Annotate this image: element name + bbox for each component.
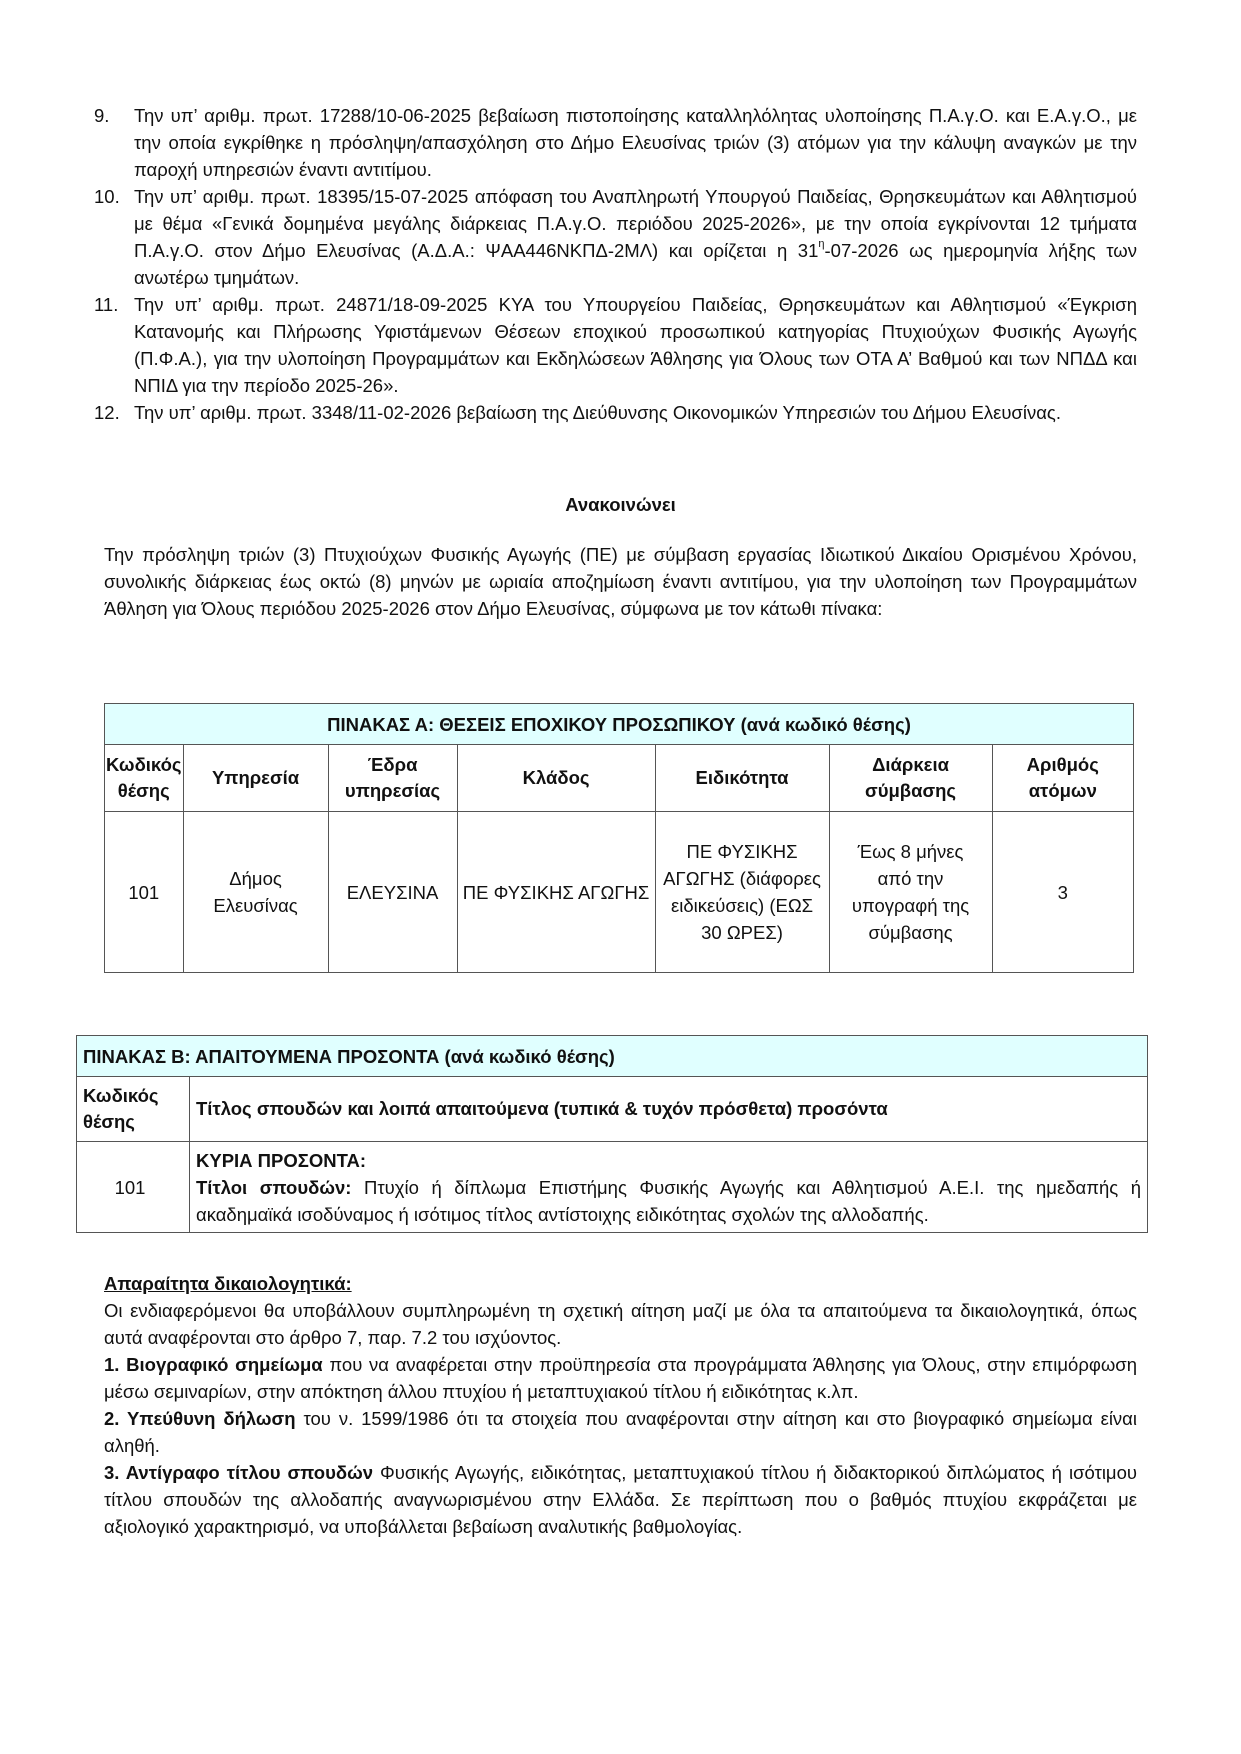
list-item-number: 10.	[94, 186, 120, 207]
cell-code: 101	[77, 1142, 190, 1233]
titles-text: Πτυχίο ή δίπλωμα Επιστήμης Φυσικής Αγωγής και Αθλητισμού Α.Ε.Ι. της ημεδαπής ή ακαδημαϊκά ισοδύναμος ή ισότιμος τίτλος αντίστοιχης ειδικότητας σχολών της αλλοδαπής.	[196, 1176, 1142, 1225]
table-b-qualifications	[76, 1035, 1148, 1233]
cell-qualifications	[190, 1142, 1148, 1233]
column-header: Διάρκεια σύμβασης	[829, 745, 992, 812]
cell-service: Δήμος Ελευσίνας	[183, 812, 328, 973]
column-header: Κωδικός θέσης	[77, 1077, 190, 1142]
document-item-label: 3. Αντίγραφο τίτλου σπουδών	[104, 1462, 374, 1483]
intro-paragraph: Την πρόσληψη τριών (3) Πτυχιούχων Φυσικής Αγωγής (ΠΕ) με σύμβαση εργασίας Ιδιωτικού Δικαίου Ορισμένου Χρόνου, συνολικής διάρκειας έως οκτώ (8) μηνών με ωριαία αποζημίωση έναντι αντιτίμου, για την υλοποίηση των Προγραμμάτων Άθληση για Όλους περιόδου 2025-2026 στον Δήμο Ελευσίνας, σύμφωνα με τον κάτωθι πίνακα:	[104, 544, 1137, 619]
list-item-number: 11.	[94, 294, 119, 315]
list-item-text: Την υπ’ αριθμ. πρωτ. 18395/15-07-2025 απόφαση του Αναπληρωτή Υπουργού Παιδείας, Θρησκευμάτων και Αθλητισμού με θέμα «Γενικά δομημένα μεγάλης διάρκειας Π.Α.γ.Ο. περιόδου 2025-2026», με την οποία εγκρίνονται 12 τμήματα Π.Α.γ.Ο. στον Δήμο Ελευσίνας (Α.Δ.Α.: ΨΑΑ446ΝΚΠΔ-2ΜΛ) και ορίζεται η 31	[134, 186, 1137, 261]
list-item-text-cont: -07-2026 ως ημερομηνία λήξης των ανωτέρω τμημάτων.	[134, 240, 1137, 288]
document-item-label: 2. Υπεύθυνη δήλωση	[104, 1408, 296, 1429]
column-header: Ειδικότητα	[655, 745, 829, 812]
list-item-text: Την υπ’ αριθμ. πρωτ. 24871/18-09-2025 ΚΥΑ του Υπουργείου Παιδείας, Θρησκευμάτων και Αθλητισμού «Έγκριση Κατανομής και Πλήρωσης Υφιστάμενων Θέσεων εποχικού προσωπικού κατηγορίας Πτυχιούχων Φυσικής Αγωγής (Π.Φ.Α.), για την υλοποίηση Προγραμμάτων και Εκδηλώσεων Άθλησης για Όλους των ΟΤΑ Α’ Βαθμού και των ΝΠΔΔ και ΝΠΙΔ για την περίοδο 2025-26».	[134, 294, 1137, 396]
superscript: η	[818, 238, 825, 250]
cell-count: 3	[992, 812, 1133, 973]
column-header: Υπηρεσία	[183, 745, 328, 812]
required-documents-intro: Οι ενδιαφερόμενοι θα υποβάλλουν συμπληρωμένη τη σχετική αίτηση μαζί με όλα τα απαιτούμενα τα δικαιολογητικά, όπως αυτά αναφέρονται στο άρθρο 7, παρ. 7.2 του ισχύοντος.	[104, 1300, 1137, 1348]
column-header: Αριθμός ατόμων	[992, 745, 1133, 812]
column-header: Τίτλος σπουδών και λοιπά απαιτούμενα (τυπικά & τυχόν πρόσθετα) προσόντα	[190, 1077, 1148, 1142]
table-a-positions	[104, 703, 1134, 973]
table-a-caption: ΠΙΝΑΚΑΣ Α: ΘΕΣΕΙΣ ΕΠΟΧΙΚΟΥ ΠΡΟΣΩΠΙΚΟΥ (ανά κωδικό θέσης)	[105, 704, 1134, 745]
table-b-header-row	[77, 1077, 1148, 1142]
list-item-text: Την υπ’ αριθμ. πρωτ. 3348/11-02-2026 βεβαίωση της Διεύθυνσης Οικονομικών Υπηρεσιών του Δήμου Ελευσίνας.	[134, 402, 1061, 423]
column-header: Έδρα υπηρεσίας	[328, 745, 457, 812]
list-item	[94, 291, 1137, 399]
column-header: Κωδικός θέσης	[105, 745, 184, 812]
list-item	[94, 183, 1137, 291]
list-item	[94, 399, 1137, 426]
required-documents-title: Απαραίτητα δικαιολογητικά:	[104, 1273, 352, 1294]
required-documents	[104, 1270, 1137, 1540]
legal-references-list	[94, 102, 1137, 426]
list-item	[94, 102, 1137, 183]
document-item-text: Φυσικής Αγωγής, ειδικότητας, μεταπτυχιακού τίτλου ή διδακτορικού διπλώματος ή ισότιμου τίτλου σπουδών της αλλοδαπής αναγνωρισμένου στην Ελλάδα. Σε περίπτωση που ο βαθμός πτυχίου εκφράζεται με αξιολογικό χαρακτηρισμό, να υποβάλλεται βεβαίωση αναλυτικής βαθμολογίας.	[104, 1462, 1137, 1537]
document-item	[104, 1459, 1137, 1540]
document-item	[104, 1351, 1137, 1405]
list-item-number: 12.	[94, 402, 120, 423]
cell-branch: ΠΕ ΦΥΣΙΚΗΣ ΑΓΩΓΗΣ	[457, 812, 655, 973]
document-item-text: του ν. 1599/1986 ότι τα στοιχεία που αναφέρονται στην αίτηση και στο βιογραφικό σημείωμα είναι αληθή.	[104, 1408, 1137, 1456]
main-qualifications-label: ΚΥΡΙΑ ΠΡΟΣΟΝΤΑ:	[196, 1149, 367, 1171]
column-header: Κλάδος	[457, 745, 655, 812]
section-heading: Ανακοινώνει	[565, 494, 676, 515]
table-a-header-row	[105, 745, 1134, 812]
document-item-label: 1. Βιογραφικό σημείωμα	[104, 1354, 323, 1375]
cell-code: 101	[105, 812, 184, 973]
list-item-text: Την υπ’ αριθμ. πρωτ. 17288/10-06-2025 βεβαίωση πιστοποίησης καταλληλόλητας υλοποίησης Π.Α.γ.Ο. και Ε.Α.γ.Ο., με την οποία εγκρίθηκε η πρόσληψη/απασχόληση στο Δήμο Ελευσίνας τριών (3) ατόμων για την κάλυψη αναγκών με την παροχή υπηρεσιών έναντι αντιτίμου.	[134, 105, 1137, 180]
table-row	[105, 812, 1134, 973]
document-item-text: που να αναφέρεται στην προϋπηρεσία στα προγράμματα Άθλησης για Όλους, στην επιμόρφωση μέσω σεμιναρίων, στην απόκτηση άλλου πτυχίου ή μεταπτυχιακού τίτλου ή ειδικότητας κ.λπ.	[104, 1354, 1137, 1402]
list-item-number: 9.	[94, 105, 110, 126]
cell-seat: ΕΛΕΥΣΙΝΑ	[328, 812, 457, 973]
table-b-caption: ΠΙΝΑΚΑΣ Β: ΑΠΑΙΤΟΥΜΕΝΑ ΠΡΟΣΟΝΤΑ (ανά κωδικό θέσης)	[77, 1036, 1148, 1077]
titles-label: Τίτλοι σπουδών:	[196, 1176, 352, 1198]
cell-specialty: ΠΕ ΦΥΣΙΚΗΣ ΑΓΩΓΗΣ (διάφορες ειδικεύσεις) (ΕΩΣ 30 ΩΡΕΣ)	[655, 812, 829, 973]
cell-duration: Έως 8 μήνες από την υπογραφή της σύμβασης	[829, 812, 992, 973]
table-row	[77, 1142, 1148, 1233]
document-item	[104, 1405, 1137, 1459]
